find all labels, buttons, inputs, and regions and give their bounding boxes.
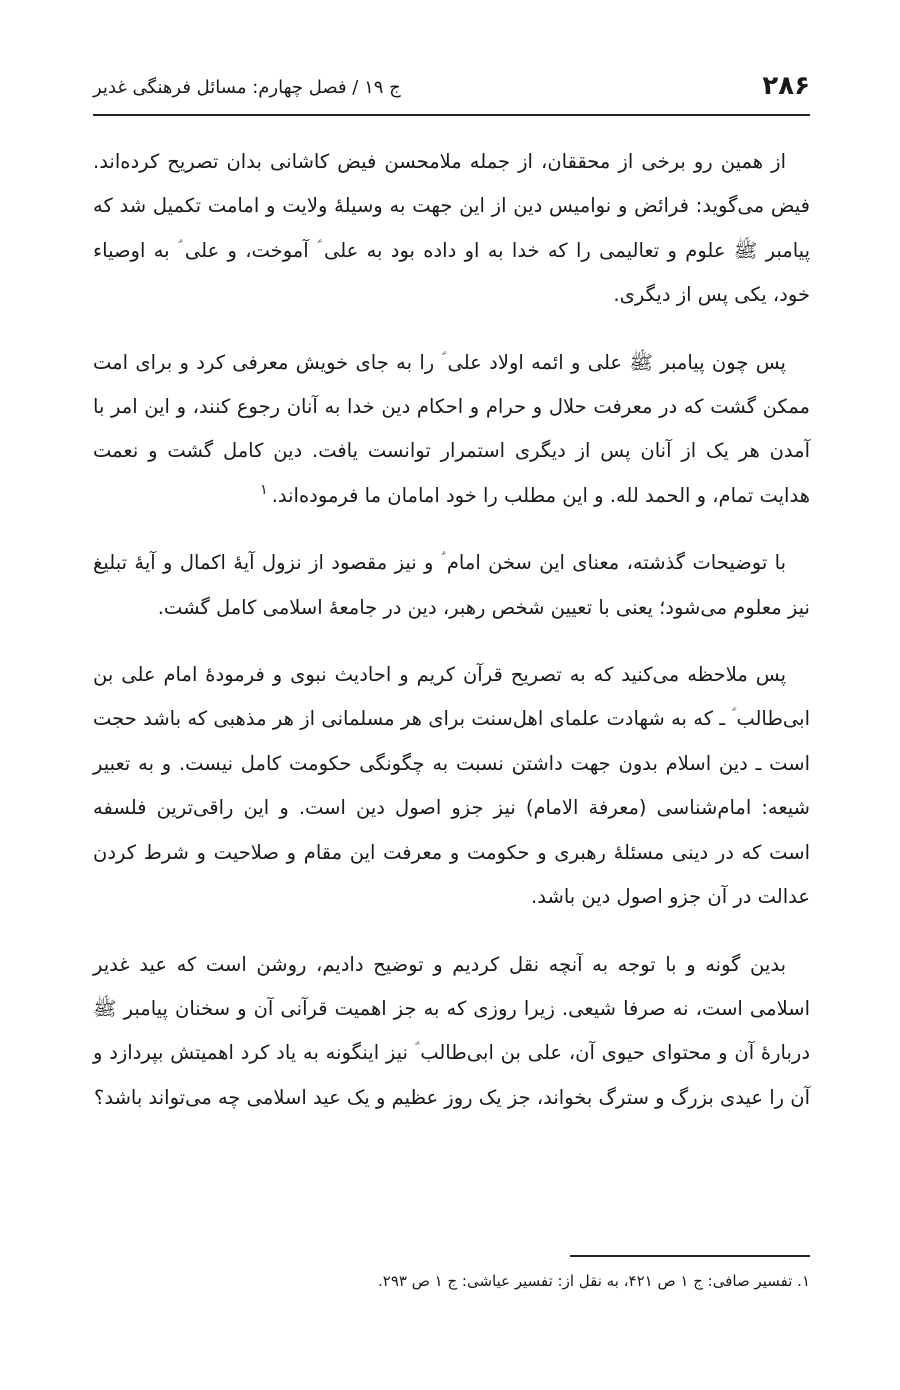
footnote-reference: ۱	[260, 482, 268, 499]
page-header	[93, 66, 810, 116]
footnote-separator	[570, 1255, 810, 1257]
running-head: ج ۱۹ / فصل چهارم: مسائل فرهنگی غدیر	[93, 77, 401, 98]
paragraph	[93, 341, 810, 519]
body-text	[93, 140, 810, 1143]
paragraph-text: پس ملاحظه می‌کنید که به تصریح قرآن کریم و احادیث نبوی و فرمودهٔ امام علی بن ابی‌طالب ؑ ـ که به شهادت علمای اهل‌سنت برای هر مسلمانی از هر مذهبی که باشد حجت است ـ دین اسلام بدون جهت داشتن نسبت به چگونگی حکومت کامل نیست. و به تعبیر شیعه: امام‌شناسی (معرفة الامام) نیز جزو اصول دین است. و این راقی‌ترین فلسفه است که در دینی مسئلهٔ رهبری و حکومت و معرفت این مقام و صلاحیت و شرط کردن عدالت در آن جزو اصول دین باشد.	[93, 663, 810, 909]
page-number: ۲۸۶	[762, 71, 810, 101]
paragraph	[93, 653, 810, 919]
paragraph	[93, 943, 810, 1121]
paragraph-text: پس چون پیامبر ﷺ علی و ائمه اولاد علی ؑ را به جای خویش معرفی کرد و برای امت ممکن گشت که در معرفت حلال و حرام و احکام دین خدا به آنان رجوع کنند، و این امر با آمدن هر یک از آنان پس از دیگری استمرار توانست یافت. دین کامل گشت و نعمت هدایت تمام، و الحمد لله. و این مطلب را خود امامان ما فرموده‌اند.	[93, 350, 810, 507]
paragraph	[93, 140, 810, 318]
paragraph-text: با توضیحات گذشته، معنای این سخن امام ؑ و نیز مقصود از نزول آیهٔ اکمال و آیهٔ تبلیغ نیز معلوم می‌شود؛ یعنی با تعیین شخص رهبر، دین در جامعهٔ اسلامی کامل گشت.	[93, 551, 810, 619]
paragraph-text: بدین گونه و با توجه به آنچه نقل کردیم و توضیح دادیم، روشن است که عید غدیر اسلامی است، نه صرفا شیعی. زیرا روزی که به جز اهمیت قرآنی آن و سخنان پیامبر ﷺ دربارهٔ آن و محتوای حیوی آن، علی بن ابی‌طالب ؑ نیز اینگونه به یاد کرد اهمیتش بپردازد و آن را عیدی بزرگ و سترگ بخواند، جز یک روز عظیم و یک عید اسلامی چه می‌تواند باشد؟	[93, 952, 810, 1109]
paragraph-text: از همین رو برخی از محققان، از جمله ملامحسن فیض کاشانی بدان تصریح کرده‌اند. فیض می‌گوید: فرائض و نوامیس دین از این جهت به وسیلهٔ ولایت و امامت تکمیل شد که پیامبر ﷺ علوم و تعالیمی را که خدا به او داده بود به علی ؑ آموخت، و علی ؑ به اوصیاء خود، یکی پس از دیگری.	[93, 150, 810, 307]
footnote: ۱. تفسیر صافی: ج ۱ ص ۴۲۱، به نقل از: تفسیر عیاشی: ج ۱ ص ۲۹۳.	[378, 1272, 810, 1290]
paragraph	[93, 541, 810, 630]
